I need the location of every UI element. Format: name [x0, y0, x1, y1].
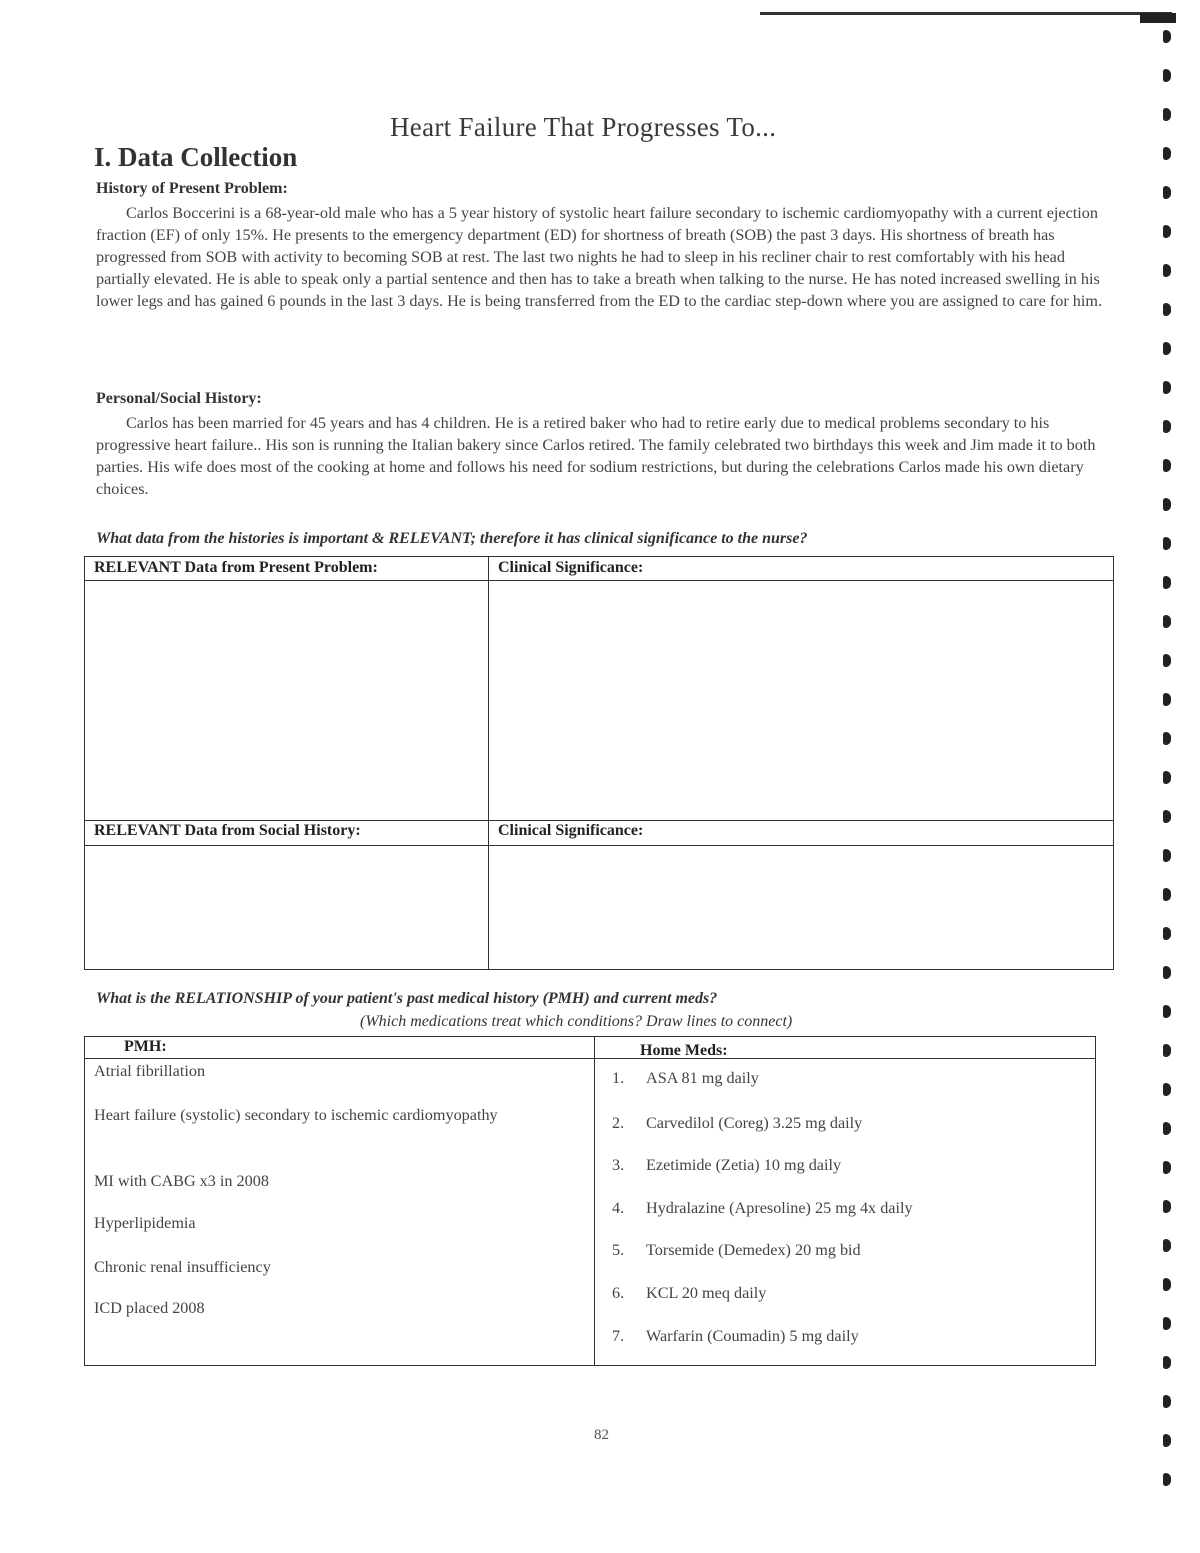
relationship-instruction: (Which medications treat which conditions? Draw lines to connect)	[360, 1013, 793, 1030]
pmh-item: ICD placed 2008	[94, 1299, 205, 1317]
home-meds-header: Home Meds:	[640, 1042, 728, 1059]
relevance-table-mid-rule	[84, 820, 1114, 821]
home-med-number: 7.	[612, 1327, 625, 1345]
social-history-heading: Personal/Social History:	[96, 390, 262, 407]
home-med-number: 4.	[612, 1199, 625, 1217]
section-title: I. Data Collection	[94, 142, 298, 172]
home-med-item	[612, 1156, 841, 1175]
page-title: Heart Failure That Progresses To...	[390, 112, 777, 142]
pmh-header: PMH:	[124, 1038, 167, 1055]
social-history-text: Carlos has been married for 45 years and has 4 children. He is a retired baker who had to retire early due to medical problems secondary to his progressive heart failure.. His son is running the Italian bakery since Carlos retired. The family celebrated two birthdays this week and Jim made it to both parties. His wife does most of the cooking at home and follows his need for sodium restrictions, but during the celebrations Carlos made his own dietary choices.	[96, 414, 1096, 498]
pmh-meds-header-rule	[84, 1058, 1096, 1059]
home-med-number: 6.	[612, 1284, 625, 1302]
relevance-question: What data from the histories is important & RELEVANT; therefore it has clinical significance to the nurse?	[96, 530, 808, 547]
relevance-table	[84, 556, 1114, 970]
home-med-item	[612, 1327, 859, 1346]
home-med-item	[612, 1199, 913, 1218]
relationship-question: What is the RELATIONSHIP of your patient's past medical history (PMH) and current meds?	[96, 990, 718, 1007]
home-med-name: Ezetimide (Zetia) 10 mg daily	[646, 1156, 842, 1174]
home-med-number: 1.	[612, 1069, 625, 1087]
present-clinical-significance-header: Clinical Significance:	[498, 559, 644, 576]
home-med-item	[612, 1241, 861, 1260]
relevance-table-header-rule	[84, 580, 1114, 581]
top-rule	[760, 12, 1172, 15]
pmh-item: Heart failure (systolic) secondary to ischemic cardiomyopathy	[94, 1106, 498, 1124]
home-med-number: 3.	[612, 1156, 625, 1174]
top-rule-mark	[1140, 13, 1176, 23]
home-med-name: Hydralazine (Apresoline) 25 mg 4x daily	[646, 1199, 913, 1217]
pmh-item: Chronic renal insufficiency	[94, 1258, 271, 1276]
pmh-item: MI with CABG x3 in 2008	[94, 1172, 269, 1190]
relevant-social-history-header: RELEVANT Data from Social History:	[94, 822, 361, 839]
present-problem-text: Carlos Boccerini is a 68-year-old male who has a 5 year history of systolic heart failure secondary to ischemic cardiomyopathy with a current ejection fraction (EF) of only 15%. He presents to the emergency department (ED) for shortness of breath (SOB) the past 3 days. His shortness of breath has progressed from SOB with activity to becoming SOB at rest. The last two nights he had to sleep in his recliner chair to rest comfortably with his head partially elevated. He is able to speak only a partial sentence and then has to take a breath when talking to the nurse. He has noted increased swelling in his lower legs and has gained 6 pounds in the last 3 days. He is being transferred from the ED to the cardiac step-down where you are assigned to care for him.	[96, 204, 1103, 310]
pmh-item: Hyperlipidemia	[94, 1214, 196, 1232]
home-med-name: KCL 20 meq daily	[646, 1284, 767, 1302]
home-med-item	[612, 1284, 766, 1303]
relevant-present-problem-header: RELEVANT Data from Present Problem:	[94, 559, 378, 576]
present-problem-heading: History of Present Problem:	[96, 180, 288, 197]
binder-hole-strip	[1163, 30, 1177, 1530]
pmh-meds-divider	[594, 1036, 595, 1366]
home-med-item	[612, 1069, 759, 1088]
home-med-number: 2.	[612, 1114, 625, 1132]
page-number: 82	[594, 1427, 609, 1443]
social-clinical-significance-header: Clinical Significance:	[498, 822, 644, 839]
home-med-item	[612, 1114, 862, 1133]
home-med-number: 5.	[612, 1241, 625, 1259]
home-med-name: ASA 81 mg daily	[646, 1069, 759, 1087]
home-med-name: Torsemide (Demedex) 20 mg bid	[646, 1241, 861, 1259]
home-med-name: Warfarin (Coumadin) 5 mg daily	[646, 1327, 859, 1345]
relevance-table-divider	[488, 556, 489, 970]
pmh-item: Atrial fibrillation	[94, 1062, 206, 1080]
home-med-name: Carvedilol (Coreg) 3.25 mg daily	[646, 1114, 863, 1132]
relevance-table-social-rule	[84, 845, 1114, 846]
